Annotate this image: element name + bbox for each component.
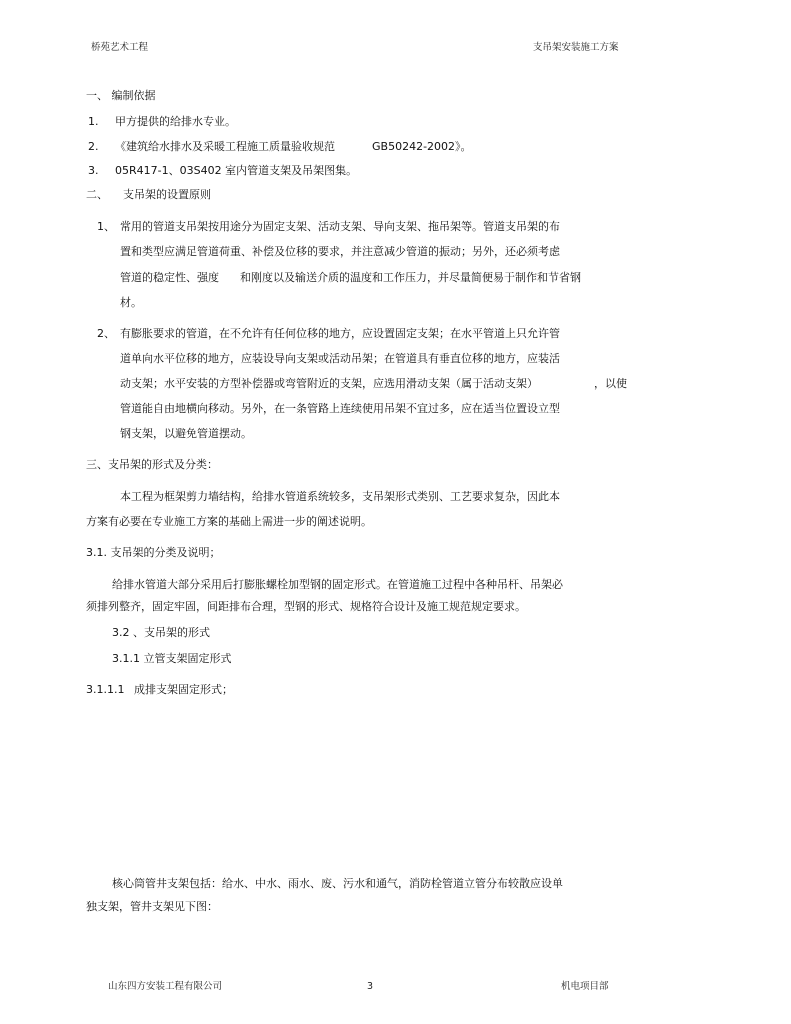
- section1-item2-code: GB50242-2002》。: [372, 140, 472, 153]
- core-para-line1: 核心筒管井支架包括：给水、中水、雨水、废、污水和通气，消防栓管道立管分布较散应设单: [112, 877, 563, 890]
- section2-p2-line3b: ，以使: [594, 377, 627, 390]
- section3-title: 三、支吊架的形式及分类：: [86, 458, 218, 471]
- section31-para-line1: 给排水管道大部分采用后打膨胀螺栓加型钢的固定形式。在管道施工过程中各种吊杆、吊架必: [112, 578, 563, 591]
- section2-p2-line2: 道单向水平位移的地方，应装设导向支架或活动吊架；在管道具有垂直位移的地方，应装活: [120, 352, 560, 365]
- section3111-title: 成排支架固定形式；: [134, 683, 233, 696]
- section1-item3-num: 3.: [88, 164, 99, 177]
- section31-para-line2: 须排列整齐，固定牢固，间距排布合理，型钢的形式、规格符合设计及施工规范规定要求。: [86, 600, 526, 613]
- header-right: 支吊架安装施工方案: [533, 42, 619, 53]
- section3111-num: 3.1.1.1: [86, 683, 125, 696]
- section1-item1-text: 甲方提供的给排水专业。: [115, 115, 236, 128]
- footer-page-number: 3: [367, 981, 374, 992]
- section2-p2-line3: 动支架；水平安装的方型补偿器或弯管附近的支架，应选用滑动支架（属于活动支架）: [120, 377, 538, 390]
- section1-item2-text: 《建筑给水排水及采暖工程施工质量验收规范: [115, 140, 335, 153]
- section31-title: 3.1. 支吊架的分类及说明；: [86, 546, 221, 559]
- section1-item3-text: 05R417-1、03S402 室内管道支架及吊架图集。: [115, 164, 358, 177]
- section2-p1-line3b: 和刚度以及输送介质的温度和工作压力，并尽量简便易于制作和节省钢: [240, 271, 581, 284]
- section1-item2-num: 2.: [88, 140, 99, 153]
- footer-company: 山东四方安装工程有限公司: [108, 981, 223, 992]
- section2-p2-line5: 钢支架，以避免管道摆动。: [120, 427, 252, 440]
- footer-department: 机电项目部: [561, 981, 609, 992]
- section2-p2-line4: 管道能自由地横向移动。另外，在一条管路上连续使用吊架不宜过多，应在适当位置设立型: [120, 402, 560, 415]
- core-para-line2: 独支架，管井支架见下图：: [86, 900, 218, 913]
- section2-p1-line3: 管道的稳定性、强度: [120, 271, 219, 284]
- section2-num: 二、: [86, 188, 108, 201]
- section2-title: 支吊架的设置原则: [123, 188, 211, 201]
- section2-p1-line2: 置和类型应满足管道荷重、补偿及位移的要求，并注意减少管道的振动；另外，还必须考虑: [120, 245, 560, 258]
- section2-p1-num: 1、: [97, 220, 115, 233]
- section3-intro-line1: 本工程为框架剪力墙结构，给排水管道系统较多，支吊架形式类别、工艺要求复杂，因此本: [120, 490, 560, 503]
- section2-p1-line1: 常用的管道支吊架按用途分为固定支架、活动支架、导向支架、拖吊架等。管道支吊架的布: [120, 220, 560, 233]
- section1-title: 一、 编制依据: [86, 89, 156, 102]
- section1-item1-num: 1.: [88, 115, 99, 128]
- section311-title: 3.1.1 立管支架固定形式: [112, 652, 232, 665]
- section3-intro-line2: 方案有必要在专业施工方案的基础上需进一步的阐述说明。: [86, 515, 372, 528]
- section2-p1-line4: 材。: [120, 296, 142, 309]
- header-left: 桥苑艺术工程: [91, 42, 149, 53]
- section32-title: 3.2 、支吊架的形式: [112, 626, 210, 639]
- section2-p2-num: 2、: [97, 327, 115, 340]
- section2-p2-line1: 有膨胀要求的管道，在不允许有任何位移的地方，应设置固定支架；在水平管道上只允许管: [120, 327, 560, 340]
